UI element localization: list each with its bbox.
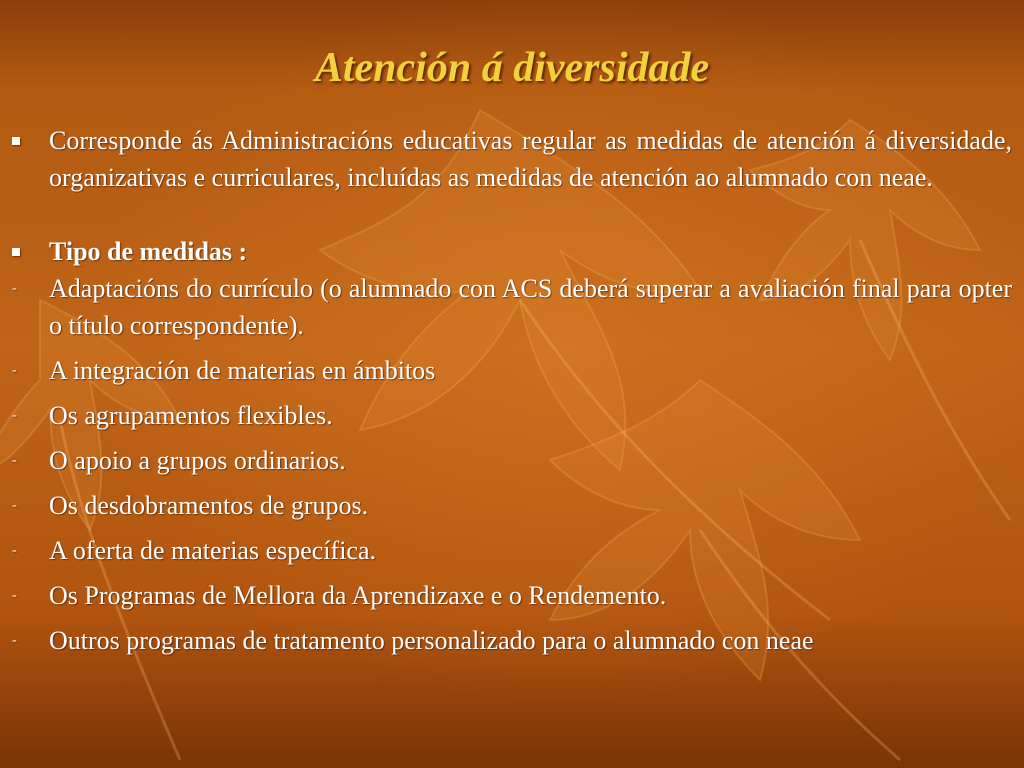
- dash-bullet-icon: -: [12, 281, 17, 296]
- list-item-text: A oferta de materias específica.: [49, 536, 376, 565]
- measures-heading-bullet: [0, 233, 1024, 270]
- dash-bullet-icon: -: [12, 453, 17, 468]
- slide-body: [0, 122, 1024, 732]
- dash-bullet-icon: -: [12, 588, 17, 603]
- list-item-text: Os Programas de Mellora da Aprendizaxe e o Rendemento.: [49, 581, 667, 610]
- list-item: [0, 577, 1024, 614]
- square-bullet-icon: [12, 137, 20, 145]
- spacer: [0, 196, 1024, 233]
- list-item-text: Outros programas de tratamento personalizado para o alumnado con neae: [49, 626, 814, 655]
- list-item: [0, 487, 1024, 524]
- measures-heading: Tipo de medidas :: [49, 237, 248, 266]
- square-bullet-icon: [12, 248, 20, 256]
- list-item-text: A integración de materias en ámbitos: [49, 356, 436, 385]
- list-item-text: Adaptacións do currículo (o alumnado con ACS deberá superar a avaliación final para opter o título correspondente).: [49, 274, 1012, 340]
- list-item: [0, 270, 1024, 344]
- dash-bullet-icon: -: [12, 633, 17, 648]
- intro-bullet-text: Corresponde ás Administracións educativas regular as medidas de atención á diversidade, organizativas e curriculares, incluídas as medidas de atención ao alumnado con neae.: [49, 126, 1012, 192]
- dash-bullet-icon: -: [12, 498, 17, 513]
- dash-bullet-icon: -: [12, 543, 17, 558]
- list-item: [0, 532, 1024, 569]
- list-item: [0, 442, 1024, 479]
- list-item: [0, 622, 1024, 659]
- dash-bullet-icon: -: [12, 363, 17, 378]
- list-item: [0, 397, 1024, 434]
- slide-title: Atención á diversidade: [314, 45, 710, 91]
- list-item: [0, 352, 1024, 389]
- list-item-text: Os desdobramentos de grupos.: [49, 491, 369, 520]
- dash-bullet-icon: -: [12, 408, 17, 423]
- list-item-text: Os agrupamentos flexibles.: [49, 401, 333, 430]
- intro-bullet: [0, 122, 1024, 196]
- list-item-text: O apoio a grupos ordinarios.: [49, 446, 346, 475]
